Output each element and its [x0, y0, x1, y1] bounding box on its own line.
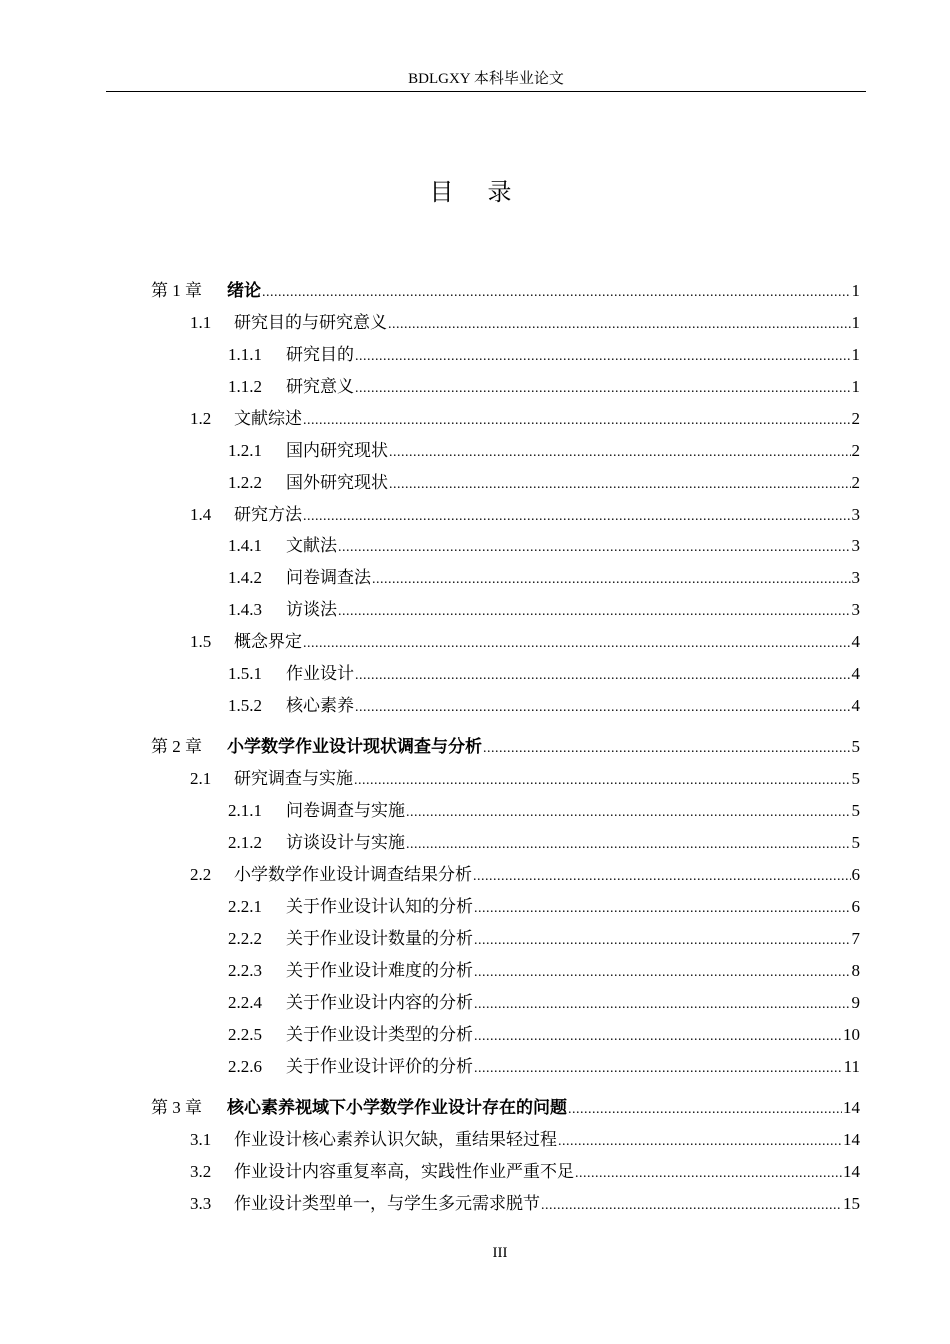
toc-entry-number: 1.5	[190, 632, 212, 651]
toc-section-entry[interactable]	[190, 631, 860, 655]
toc-dot-leader	[389, 442, 851, 464]
toc-entry-title: 关于作业设计认知的分析	[286, 897, 473, 916]
toc-section-entry[interactable]	[190, 1129, 860, 1153]
toc-entry-title: 关于作业设计内容的分析	[286, 993, 473, 1012]
toc-entry-title: 核心素养视域下小学数学作业设计存在的问题	[227, 1098, 567, 1117]
toc-section-entry[interactable]	[190, 768, 860, 792]
toc-entry-page: 2	[851, 409, 860, 428]
toc-entry-number: 第 2 章	[151, 737, 202, 756]
toc-entry-page: 1	[851, 377, 860, 396]
toc-entry-page: 4	[851, 696, 860, 715]
toc-entry-page: 6	[851, 897, 860, 916]
toc-dot-leader	[355, 665, 851, 687]
toc-entry-title: 文献综述	[234, 409, 302, 428]
toc-section-entry[interactable]	[190, 1161, 860, 1185]
toc-subsection-entry[interactable]	[228, 535, 860, 559]
toc-entry-page: 14	[843, 1098, 860, 1117]
toc-entry-number: 1.4.2	[228, 568, 262, 587]
toc-chapter-entry[interactable]	[151, 280, 860, 304]
toc-entry-title: 关于作业设计难度的分析	[286, 961, 473, 980]
toc-subsection-entry[interactable]	[228, 567, 860, 591]
toc-dot-leader	[473, 866, 851, 888]
toc-entry-title: 小学数学作业设计现状调查与分析	[227, 737, 482, 756]
toc-entry-number: 2.2.2	[228, 929, 262, 948]
toc-entry-number: 3.3	[190, 1194, 212, 1213]
toc-entry-number: 1.2	[190, 409, 212, 428]
toc-entry-page: 5	[851, 801, 860, 820]
toc-entry-number: 2.2.5	[228, 1025, 262, 1044]
page-header: BDLGXY 本科毕业论文	[408, 71, 564, 87]
toc-dot-leader	[474, 898, 851, 920]
toc-dot-leader	[303, 506, 851, 528]
toc-dot-leader	[338, 537, 851, 559]
toc-dot-leader	[388, 314, 851, 336]
toc-dot-leader	[474, 994, 851, 1016]
toc-entry-number: 1.4.3	[228, 600, 262, 619]
toc-entry-number: 2.2.4	[228, 993, 262, 1012]
toc-entry-title: 小学数学作业设计调查结果分析	[234, 865, 472, 884]
toc-subsection-entry[interactable]	[228, 599, 860, 623]
toc-dot-leader	[338, 601, 851, 623]
toc-entry-title: 作业设计内容重复率高，实践性作业严重不足	[234, 1162, 574, 1181]
toc-entry-number: 2.1.2	[228, 833, 262, 852]
toc-entry-page: 2	[851, 441, 860, 460]
toc-entry-title: 作业设计核心素养认识欠缺，重结果轻过程	[234, 1130, 557, 1149]
toc-entry-page: 10	[843, 1025, 860, 1044]
toc-section-entry[interactable]	[190, 408, 860, 432]
toc-entry-number: 1.2.2	[228, 473, 262, 492]
toc-chapter-entry[interactable]	[151, 1097, 860, 1121]
toc-entry-number: 1.1.2	[228, 377, 262, 396]
toc-entry-number: 1.4.1	[228, 536, 262, 555]
toc-entry-page: 3	[851, 600, 860, 619]
toc-entry-title: 文献法	[286, 536, 337, 555]
toc-entry-page: 4	[851, 632, 860, 651]
toc-dot-leader	[541, 1195, 842, 1217]
toc-entry-number: 2.2.6	[228, 1057, 262, 1076]
toc-subsection-entry[interactable]	[228, 896, 860, 920]
toc-entry-page: 5	[851, 737, 860, 756]
toc-dot-leader	[389, 474, 851, 496]
toc-entry-title: 绪论	[227, 281, 261, 300]
toc-dot-leader	[303, 633, 851, 655]
toc-dot-leader	[406, 802, 851, 824]
toc-entry-number: 3.1	[190, 1130, 212, 1149]
toc-entry-number: 1.5.1	[228, 664, 262, 683]
toc-entry-title: 研究目的	[286, 345, 354, 364]
toc-entry-page: 2	[851, 473, 860, 492]
toc-entry-title: 核心素养	[286, 696, 354, 715]
toc-entry-page: 14	[843, 1130, 860, 1149]
toc-entry-page: 15	[843, 1194, 860, 1213]
toc-entry-number: 1.1	[190, 313, 212, 332]
toc-entry-page: 4	[851, 664, 860, 683]
toc-entry-page: 1	[851, 313, 860, 332]
toc-dot-leader	[575, 1163, 842, 1185]
toc-subsection-entry[interactable]	[228, 663, 860, 687]
toc-entry-page: 3	[851, 505, 860, 524]
toc-entry-page: 8	[851, 961, 860, 980]
page-number: III	[492, 1245, 508, 1261]
toc-entry-page: 3	[851, 536, 860, 555]
toc-dot-leader	[474, 1058, 843, 1080]
toc-entry-page: 7	[851, 929, 860, 948]
toc-entry-title: 访谈法	[286, 600, 337, 619]
toc-entry-number: 2.1	[190, 769, 212, 788]
toc-dot-leader	[355, 346, 851, 368]
toc-subsection-entry[interactable]	[228, 992, 860, 1016]
toc-entry-title: 国外研究现状	[286, 473, 388, 492]
toc-entry-page: 3	[851, 568, 860, 587]
toc-entry-title: 关于作业设计数量的分析	[286, 929, 473, 948]
toc-entry-title: 问卷调查与实施	[286, 801, 405, 820]
toc-subsection-entry[interactable]	[228, 1024, 860, 1048]
toc-entry-title: 关于作业设计类型的分析	[286, 1025, 473, 1044]
toc-dot-leader	[355, 697, 851, 719]
toc-dot-leader	[474, 930, 851, 952]
toc-entry-title: 研究方法	[234, 505, 302, 524]
toc-entry-number: 2.2	[190, 865, 212, 884]
toc-entry-number: 1.5.2	[228, 696, 262, 715]
toc-dot-leader	[474, 1026, 842, 1048]
toc-entry-number: 2.2.1	[228, 897, 262, 916]
toc-dot-leader	[406, 834, 851, 856]
toc-section-entry[interactable]	[190, 504, 860, 528]
toc-section-entry[interactable]	[190, 864, 860, 888]
toc-dot-leader	[372, 569, 851, 591]
toc-entry-page: 9	[851, 993, 860, 1012]
toc-dot-leader	[303, 410, 851, 432]
toc-section-entry[interactable]	[190, 1193, 860, 1217]
toc-subsection-entry[interactable]	[228, 472, 860, 496]
toc-entry-page: 14	[843, 1162, 860, 1181]
toc-entry-page: 5	[851, 833, 860, 852]
toc-subsection-entry[interactable]	[228, 960, 860, 984]
toc-dot-leader	[355, 378, 851, 400]
toc-dot-leader	[558, 1131, 842, 1153]
toc-subsection-entry[interactable]	[228, 1056, 860, 1080]
toc-entry-title: 作业设计类型单一，与学生多元需求脱节	[234, 1194, 540, 1213]
toc-entry-title: 研究意义	[286, 377, 354, 396]
toc-entry-title: 研究调查与实施	[234, 769, 353, 788]
toc-subsection-entry[interactable]	[228, 376, 860, 400]
toc-entry-number: 1.4	[190, 505, 212, 524]
toc-subsection-entry[interactable]	[228, 800, 860, 824]
toc-entry-title: 研究目的与研究意义	[234, 313, 387, 332]
toc-entry-title: 国内研究现状	[286, 441, 388, 460]
toc-subsection-entry[interactable]	[228, 440, 860, 464]
toc-dot-leader	[262, 282, 851, 304]
toc-entry-number: 2.1.1	[228, 801, 262, 820]
toc-entry-title: 概念界定	[234, 632, 302, 651]
toc-entry-number: 3.2	[190, 1162, 212, 1181]
toc-entry-page: 1	[851, 281, 860, 300]
toc-entry-page: 6	[851, 865, 860, 884]
toc-entry-title: 关于作业设计评价的分析	[286, 1057, 473, 1076]
toc-entry-number: 第 1 章	[151, 281, 202, 300]
toc-dot-leader	[483, 738, 851, 760]
toc-section-entry[interactable]	[190, 312, 860, 336]
toc-dot-leader	[354, 770, 851, 792]
toc-title: 目录	[429, 180, 546, 206]
toc-dot-leader	[474, 962, 851, 984]
toc-dot-leader	[568, 1099, 842, 1121]
toc-chapter-entry[interactable]	[151, 736, 860, 760]
toc-entry-number: 1.2.1	[228, 441, 262, 460]
toc-entry-page: 1	[851, 345, 860, 364]
toc-entry-title: 问卷调查法	[286, 568, 371, 587]
toc-entry-page: 5	[851, 769, 860, 788]
toc-entry-number: 2.2.3	[228, 961, 262, 980]
toc-entry-page: 11	[843, 1057, 860, 1076]
toc-entry-title: 访谈设计与实施	[286, 833, 405, 852]
toc-subsection-entry[interactable]	[228, 695, 860, 719]
toc-subsection-entry[interactable]	[228, 344, 860, 368]
toc-entry-number: 1.1.1	[228, 345, 262, 364]
toc-subsection-entry[interactable]	[228, 928, 860, 952]
toc-subsection-entry[interactable]	[228, 832, 860, 856]
toc-entry-title: 作业设计	[286, 664, 354, 683]
toc-entry-number: 第 3 章	[151, 1098, 202, 1117]
